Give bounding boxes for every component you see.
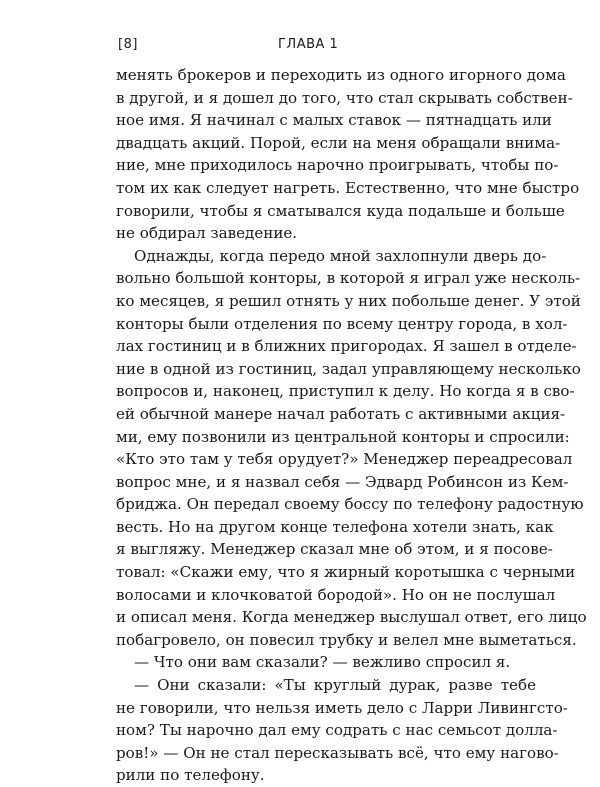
running-header [118,37,534,55]
text-line: весть. Но на другом конце телефона хотели знать, как [116,517,554,536]
text-line: — Они сказали: «Ты круглый дурак, разве тебе [134,676,536,695]
text-line: и описал меня. Когда менеджер выслушал ответ, его лицо [116,608,587,627]
text-line: ко месяцев, я решил отнять у них побольше денег. У этой [116,291,581,310]
text-line: Однажды, когда передо мной захлопнули дверь до- [134,246,547,265]
text-line: вольно большой конторы, в которой я играл уже несколь- [116,269,581,288]
text-line: конторы были отделения по всему центру города, в хол- [116,314,568,333]
text-line: менять брокеров и переходить из одного игорного дома [116,66,566,84]
chapter-title: ГЛАВА 1 [278,37,339,52]
text-line: — Что они вам сказали? — вежливо спросил я. [134,653,511,672]
text-line: вопрос мне, и я назвал себя — Эдвард Робинсон из Кем- [116,472,569,491]
text-line: ное имя. Я начинал с малых ставок — пятнадцать или [116,111,552,130]
paragraph [116,64,580,245]
text-line: бриджа. Он передал своему боссу по телефону радостную [116,495,584,514]
text-line: товал: «Скажи ему, что я жирный коротышка с черными [116,563,576,582]
paragraph [116,245,587,652]
text-line: ров!» — Он не стал пересказывать всё, что ему нагово- [116,743,559,762]
text-line: вопросов и, наконец, приступил к делу. Но когда я в сво- [116,382,575,401]
text-line: побагровело, он повесил трубку и велел мне выметаться. [116,630,577,649]
text-line: «Кто это там у тебя орудует?» Менеджер переадресовал [116,450,573,469]
paragraph [116,651,536,674]
text-line: ние в одной из гостиниц, задал управляющему несколько [116,359,581,378]
text-line: не обдирал заведение. [116,224,298,243]
text-line: том их как следует нагреть. Естественно, что мне быстро [116,178,580,197]
paragraph [116,674,568,787]
text-line: ей обычной манере начал работать с активными акция- [116,404,566,423]
text-line: ми, ему позвонили из центральной конторы и спросили: [116,427,570,446]
text-line: рили по телефону. [116,766,265,785]
body-text [116,64,587,787]
text-line: ном? Ты нарочно дал ему содрать с нас семьсот долла- [116,721,558,740]
text-line: волосами и клочковатой бородой». Но он не послушал [116,585,556,604]
text-line: двадцать акций. Порой, если на меня обращали внима- [116,133,561,152]
text-line: в другой, и я дошел до того, что стал скрывать собствен- [116,88,573,107]
text-line: лах гостиниц и в ближних пригородах. Я зашел в отделе- [116,337,577,356]
text-line: говорили, чтобы я сматывался куда подальше и больше [116,201,565,220]
text-line: ние, мне приходилось нарочно проигрывать, чтобы по- [116,156,559,175]
text-line: не говорили, что нельзя иметь дело с Ларри Ливингсто- [116,698,568,717]
text-line: я выгляжу. Менеджер сказал мне об этом, и я посове- [116,540,553,559]
page-number: [8] [118,37,138,52]
